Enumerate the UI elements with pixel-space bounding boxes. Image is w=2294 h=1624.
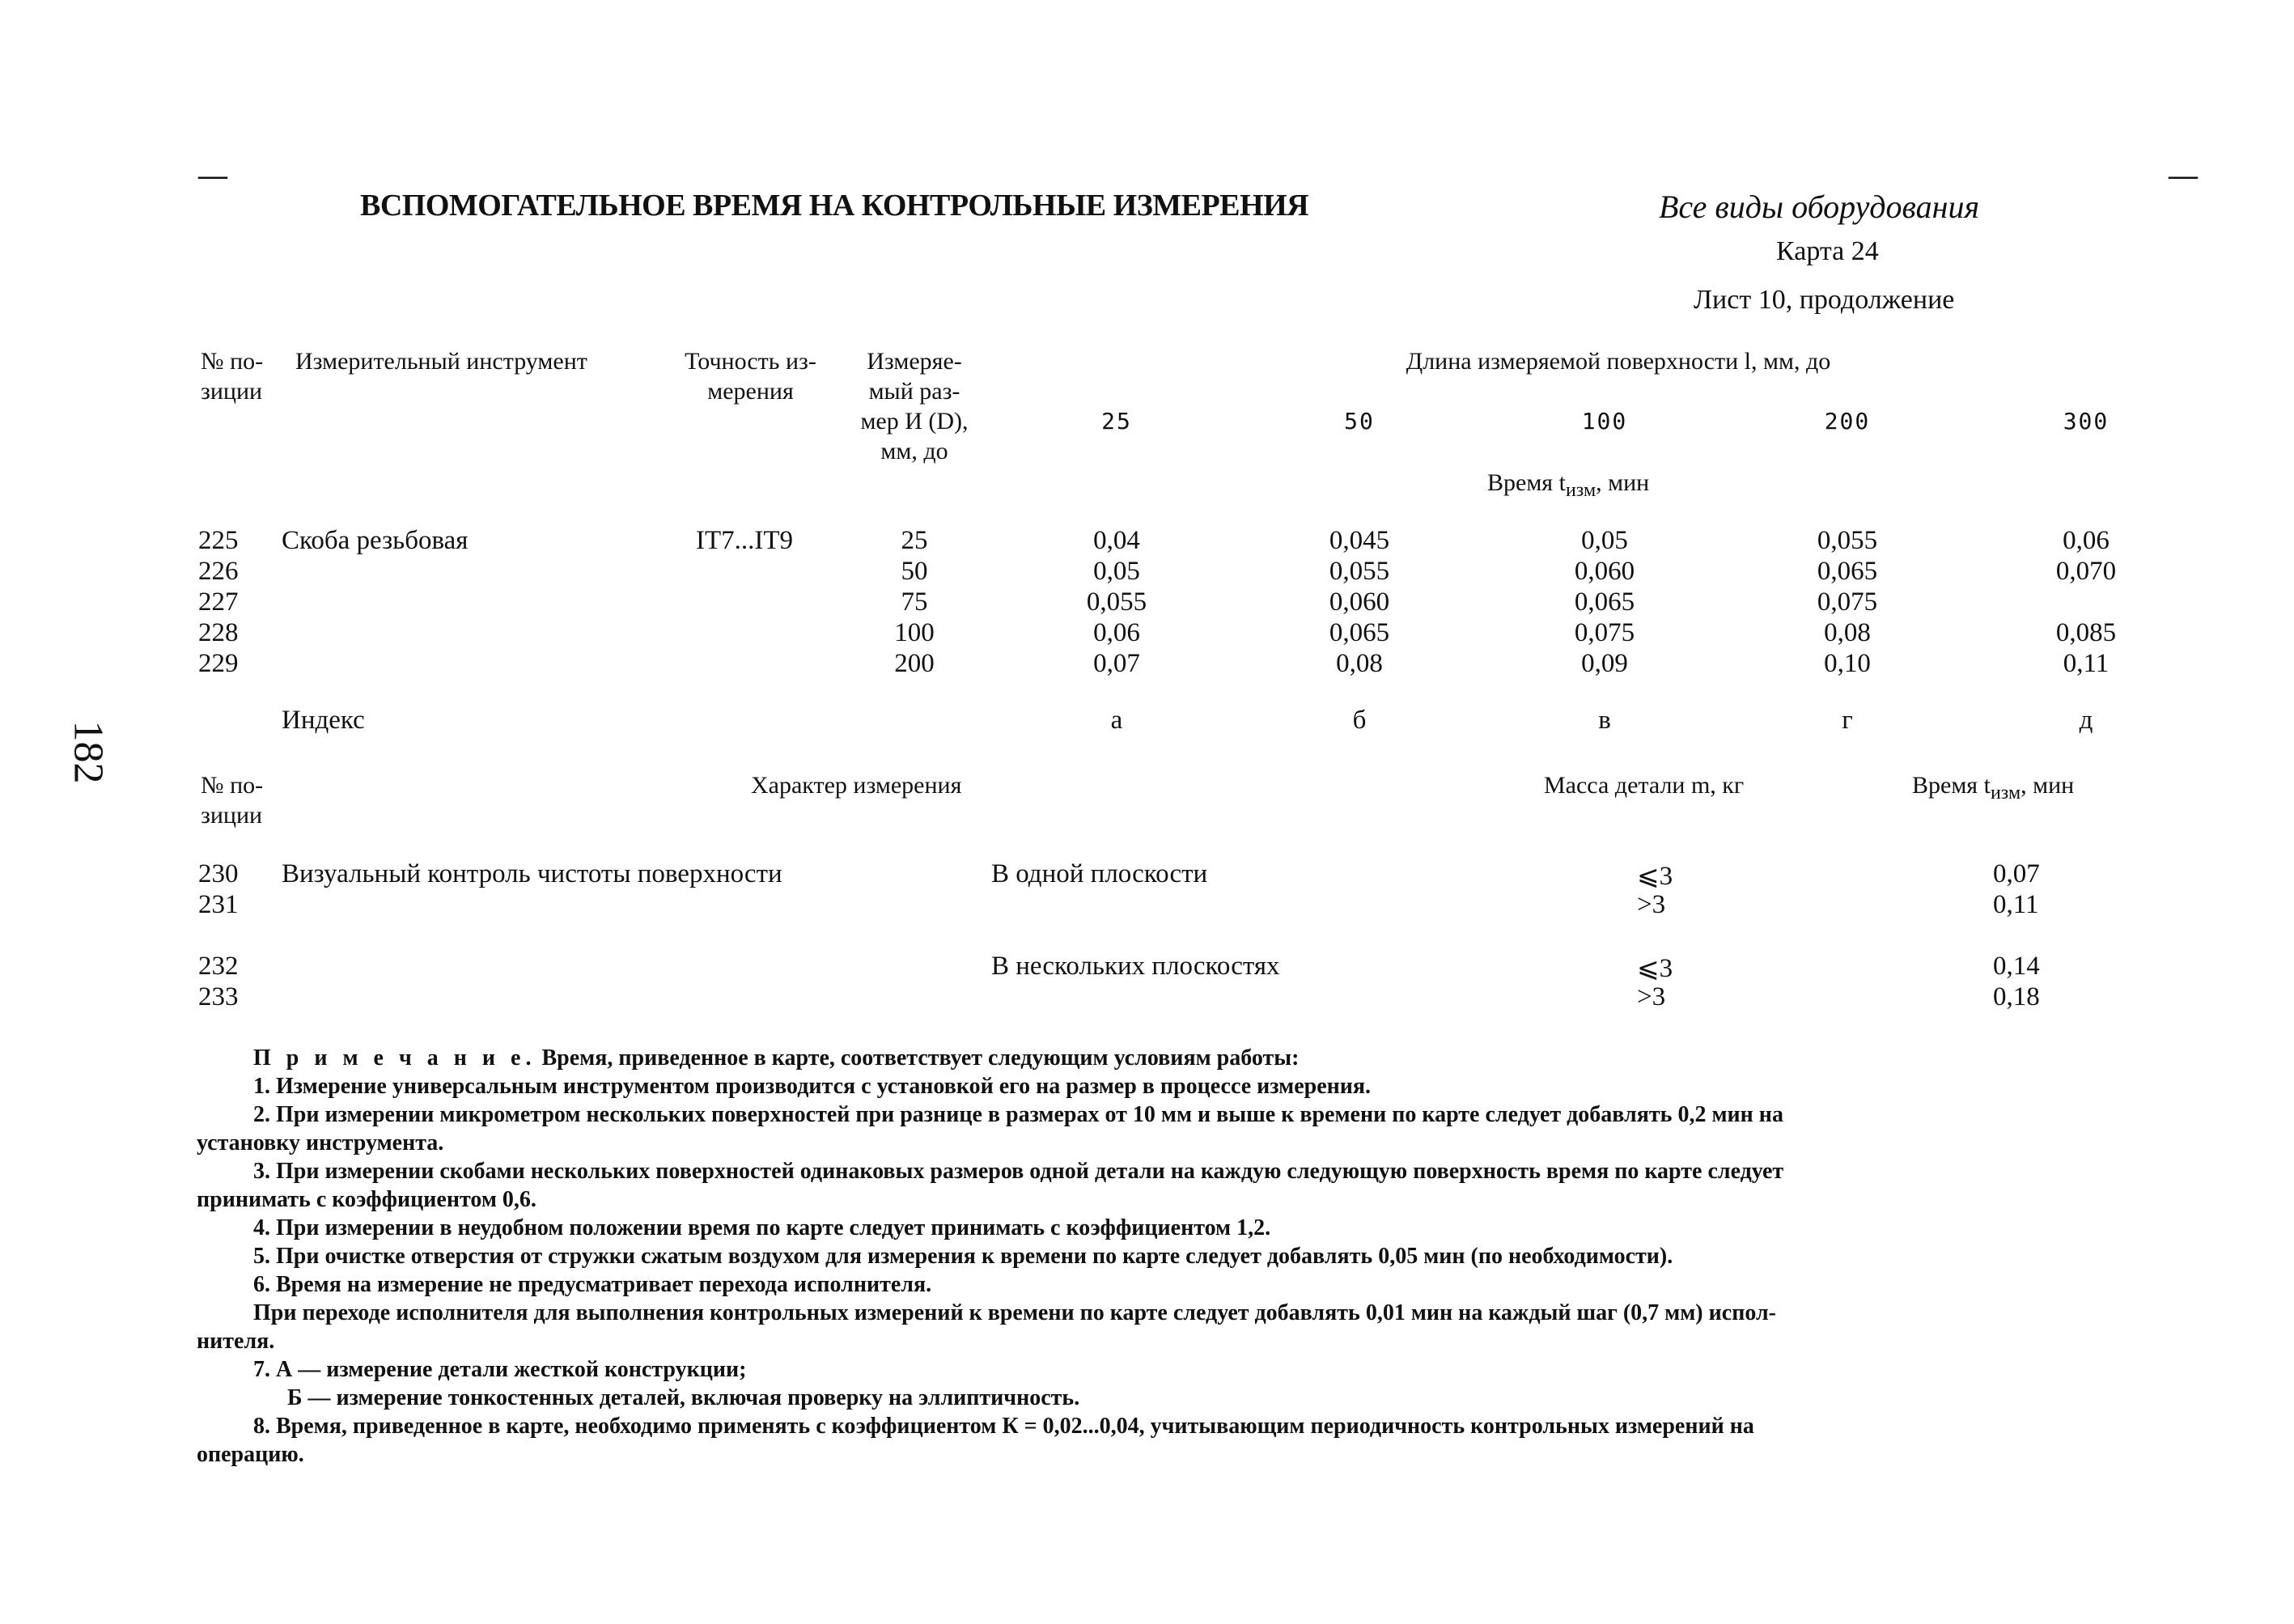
page-title: ВСПОМОГАТЕЛЬНОЕ ВРЕМЯ НА КОНТРОЛЬНЫЕ ИЗМЕРЕНИЯ — [360, 189, 1309, 223]
t1-row-pos: 228 — [198, 618, 239, 647]
note-7b: Б — измерение тонкостенных деталей, включая проверку на эллиптичность. — [287, 1385, 1080, 1410]
t1-row-value: 0,08 — [1824, 618, 1871, 647]
t1-row-value: 0,10 — [1824, 649, 1871, 678]
t1-time-label: Время $t_{изм}$, мин — [1487, 469, 1650, 501]
t2-row-pos: 232 — [198, 952, 239, 981]
card-label: Карта 24 — [1776, 236, 1879, 266]
t1-length-header: Длина измеряемой поверхности l, мм, до — [1406, 348, 1831, 375]
t1-row-value: 0,065 — [1574, 587, 1635, 617]
t1-length-300: 300 — [2063, 408, 2110, 435]
t1-row-value: 0,055 — [1329, 557, 1390, 586]
t1-row-value: 0,060 — [1329, 587, 1390, 617]
t2-col-pos: № по- зиции — [201, 772, 264, 829]
t2-col-mass: Масса детали m, кг — [1544, 772, 1745, 799]
t1-length-100: 100 — [1581, 408, 1628, 435]
notes-heading: П р и м е ч а н и е. — [253, 1045, 536, 1071]
t2-row-pos: 231 — [198, 890, 239, 919]
t2-row-plane: В нескольких плоскостях — [991, 952, 1280, 981]
t2-col-time: Время $t_{изм}$, мин — [1912, 772, 2075, 804]
note-2b: установку инструмента. — [197, 1130, 444, 1155]
t1-col-accuracy: Точность из- мерения — [685, 348, 816, 405]
sheet-label: Лист 10, продолжение — [1694, 285, 1955, 315]
t1-row-value: 0,05 — [1581, 526, 1628, 555]
note-6b-a: При переходе исполнителя для выполнения контрольных измерений к времени по карте следует добавлять 0,01 мин на каждый шаг (0,7 мм) испол- — [253, 1300, 1776, 1325]
corner-mark-right: — — [2169, 159, 2198, 191]
t1-row-value: 0,055 — [1817, 526, 1878, 555]
t1-row-size: 200 — [894, 649, 935, 678]
t1-length-25: 25 — [1101, 408, 1132, 435]
t2-row-mass: >3 — [1637, 982, 1666, 1011]
t1-index-label: Индекс — [282, 706, 365, 735]
t2-row-mass: >3 — [1637, 890, 1666, 919]
t1-row-value: 0,08 — [1336, 649, 1383, 678]
t1-index-v: в — [1598, 706, 1611, 735]
note-6: 6. Время на измерение не предусматривает перехода исполнителя. — [253, 1272, 932, 1297]
note-8a: 8. Время, приведенное в карте, необходимо применять с коэффициентом К = 0,02...0,04, учитывающим периодичность контрольных измерений на — [253, 1414, 1754, 1439]
note-8b: операцию. — [197, 1442, 304, 1467]
t1-row-pos: 229 — [198, 649, 239, 678]
t2-row-plane: В одной плоскости — [991, 859, 1208, 888]
t1-col-pos: № по- зиции — [201, 348, 264, 405]
note-6b-b: нителя. — [197, 1329, 275, 1354]
page-number: 182 — [65, 720, 112, 784]
t1-row-pos: 226 — [198, 557, 239, 586]
t1-row-value: 0,06 — [2063, 526, 2110, 555]
corner-mark-left: — — [198, 159, 227, 191]
t1-row-value: 0,09 — [1581, 649, 1628, 678]
t1-row-value: 0,060 — [1574, 557, 1635, 586]
note-3b: принимать с коэффициентом 0,6. — [197, 1187, 536, 1212]
t1-col-size: Измеряе- мый раз- мер И (D), мм, до — [860, 348, 969, 464]
t1-row-size: 25 — [901, 526, 928, 555]
equipment-label: Все виды оборудования — [1659, 189, 1980, 225]
t1-row-value: 0,07 — [1093, 649, 1140, 678]
notes-block — [197, 1044, 2195, 1469]
t1-length-50: 50 — [1344, 408, 1375, 435]
t1-row-value: 0,065 — [1817, 557, 1878, 586]
t1-index-b: б — [1352, 706, 1367, 735]
t1-row-value: 0,055 — [1086, 587, 1147, 617]
t1-tool: Скоба резьбовая — [282, 526, 469, 555]
t1-row-size: 75 — [901, 587, 928, 617]
t2-row-time: 0,18 — [1993, 982, 2040, 1011]
t1-index-a: а — [1110, 706, 1123, 735]
t1-row-value: 0,04 — [1093, 526, 1140, 555]
t1-index-d: д — [2079, 706, 2093, 735]
t1-row-size: 100 — [894, 618, 935, 647]
note-1: 1. Измерение универсальным инструментом производится с установкой его на размер в процессе измерения. — [253, 1074, 1372, 1099]
t2-row-time: 0,07 — [1993, 859, 2040, 888]
t2-row-mass: ⩽3 — [1637, 862, 1673, 891]
note-3a: 3. При измерении скобами нескольких поверхностей одинаковых размеров одной детали на каждую следующую поверхность время по карте следует — [253, 1159, 1784, 1184]
t2-row-mass: ⩽3 — [1637, 954, 1673, 983]
t1-row-value: 0,075 — [1574, 618, 1635, 647]
t1-row-pos: 227 — [198, 587, 239, 617]
t1-col-tool: Измерительный инструмент — [295, 348, 587, 375]
t1-row-size: 50 — [901, 557, 928, 586]
t1-index-g: г — [1842, 706, 1853, 735]
t1-row-value: 0,06 — [1093, 618, 1140, 647]
t2-row-time: 0,11 — [1993, 890, 2039, 919]
t2-col-char: Характер измерения — [751, 772, 962, 799]
note-2a: 2. При измерении микрометром нескольких поверхностей при разнице в размерах от 10 мм и выше к времени по карте следует добавлять 0,2 мин на — [253, 1102, 1783, 1127]
t1-row-value: 0,065 — [1329, 618, 1390, 647]
t1-row-value: 0,11 — [2063, 649, 2110, 678]
note-7a: 7. А — измерение детали жесткой конструкции; — [253, 1357, 747, 1382]
t1-accuracy: IT7...IT9 — [696, 526, 794, 555]
note-4: 4. При измерении в неудобном положении время по карте следует принимать с коэффициентом 1,2. — [253, 1215, 1271, 1240]
t2-row-pos: 233 — [198, 982, 239, 1011]
t1-length-200: 200 — [1824, 408, 1871, 435]
t2-row-pos: 230 — [198, 859, 239, 888]
t1-row-value: 0,070 — [2055, 557, 2117, 586]
note-5: 5. При очистке отверстия от стружки сжатым воздухом для измерения к времени по карте следует добавлять 0,05 мин (по необходимости). — [253, 1244, 1673, 1269]
t1-row-value: 0,075 — [1817, 587, 1878, 617]
t1-row-value: 0,045 — [1329, 526, 1390, 555]
t1-row-value: 0,085 — [2055, 618, 2117, 647]
t1-row-value: 0,05 — [1093, 557, 1140, 586]
t1-row-pos: 225 — [198, 526, 239, 555]
t2-row-time: 0,14 — [1993, 952, 2040, 981]
t2-check-type: Визуальный контроль чистоты поверхности — [282, 859, 782, 888]
notes-intro: Время, приведенное в карте, соответствует следующим условиям работы: — [541, 1045, 1300, 1071]
